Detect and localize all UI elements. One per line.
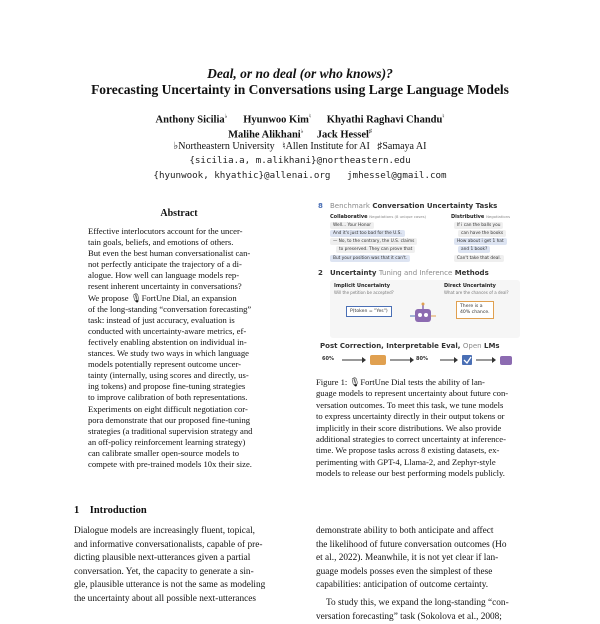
heading-lite: Benchmark (330, 202, 370, 210)
body-line: et al., 2022). Meanwhile, it is not yet clear if lan- (316, 553, 499, 564)
abstract-line: alogue. How well can language models rep- (88, 270, 240, 281)
heading-bold: Post Correction, (320, 342, 384, 350)
author-name: Hyunwoo Kim (243, 114, 309, 126)
abstract-line: task: instead of just accuracy, evaluation is (88, 314, 235, 325)
chat-bubble: — No, to the contrary, the U.S. claims (330, 238, 417, 245)
abstract-line: Effective interlocutors account for the uncer- (88, 226, 243, 236)
abstract-line: an off-policy reinforcement learning strategy) (88, 436, 246, 447)
heading-bold: Methods (454, 269, 489, 277)
abstract-line: tain goals, beliefs, and emotions of others. (88, 237, 234, 248)
abstract-line: not perfectly anticipate the trajectory of a di- (88, 259, 242, 270)
chat-bubble: But your position was that it can't. (330, 255, 410, 262)
chat-bubble: Can't take that deal. (454, 255, 504, 262)
email-line1: {sicilia.a, m.alikhani}@northeastern.edu (189, 155, 411, 166)
author-name: Malihe Alikhani (228, 129, 301, 141)
implicit-question: Will the petition be accepted? (334, 290, 394, 295)
caption-line: versation outcomes. To meet this task, we tune models (316, 399, 504, 410)
abstract-heading: Abstract (160, 208, 198, 219)
affil-mark: ♭ (224, 114, 228, 120)
body-line: the likelihood of future conversation outcomes (Ho (316, 539, 507, 550)
caption-line: time. We propose tasks across 8 existing datasets, ex- (316, 445, 500, 456)
paper-title-line1: Deal, or no deal (or who knows)? (207, 66, 393, 81)
abstract-line: But even the best human conversationalist can- (88, 248, 251, 259)
abstract-line: models potentially represent outcome uncer- (88, 359, 242, 370)
direct-box (456, 301, 494, 319)
abstract-line: to improve calibration of both representations. (88, 392, 248, 403)
caption-line: Figure 1: 🎙FortUne Dial tests the ability of lan- (316, 377, 485, 387)
heading-bold: Conversation Uncertainty Tasks (372, 202, 498, 210)
intro-line: conversation. Yet, the capacity to generate a sin- (74, 566, 254, 577)
caption-line: to express uncertainty directly in their output tokens or (316, 411, 505, 422)
number-badge-icon: 2 (318, 269, 323, 277)
intro-line: dicting plausible next-utterances given a partial (74, 553, 251, 564)
author-name: Jack Hessel (316, 129, 369, 141)
abstract-line: pora demonstrate that our proposed fine-tuning (88, 414, 251, 425)
heading-bold: Interpretable Eval, (386, 342, 461, 350)
direct-box-line: There is a (460, 304, 483, 309)
direct-question: What are the chances of a deal? (444, 290, 509, 295)
figure-1 (316, 198, 528, 370)
caption-line: guage models to represent uncertainty about future con- (316, 388, 509, 399)
chat-bubble: and 1 book? (458, 246, 490, 253)
abstract-line: can calibrate smaller open-source models to (88, 447, 240, 458)
post-correction-flow-icon (342, 354, 532, 366)
authors-line2 (0, 128, 600, 141)
abstract-line: strategies (a traditional supervision strategy and (88, 425, 253, 436)
figure-section1-heading (330, 202, 497, 210)
intro-line: gle, plausible utterance is not the same as modeling (74, 580, 266, 591)
abstract-line: tainty (internally, using scores and directly, us- (88, 370, 249, 381)
chat-bubble: Well... Your Honor (330, 222, 374, 229)
affil-mark: ♭ (300, 129, 304, 135)
abstract-body (88, 226, 273, 470)
right-column-body (316, 525, 528, 624)
abstract-line: Experiments on eight difficult negotiation cor- (88, 403, 248, 414)
chat-bubble: How about i get 1 hat (454, 238, 507, 245)
implicit-label: Implicit Uncertainty (334, 283, 391, 289)
figure-caption (316, 377, 528, 480)
body-line: To study this, we expand the long-standing “con- (326, 597, 509, 608)
paper-title-line2: Forecasting Uncertainty in Conversations using Large Language Models (91, 82, 509, 97)
authors-line1 (0, 113, 600, 126)
chat-bubble: And it's just too bad for the U.S. (330, 230, 405, 237)
heading-bold: Uncertainty (330, 269, 377, 277)
affil-mark: ♯ (368, 129, 372, 135)
heading-bold: LMs (484, 342, 500, 350)
direct-box-line: 40% chance. (460, 310, 490, 315)
email-line2: {hyunwook, khyathic}@allenai.org jmhessel@gmail.com (153, 170, 447, 181)
pct-end: 80% (416, 356, 428, 362)
distrib-sub: Negotiations (486, 214, 511, 219)
section-heading (74, 505, 284, 516)
distrib-label (451, 214, 510, 220)
body-line: capabilities: anticipation of outcome certainty. (316, 580, 489, 591)
abstract-line: conducted with uncertainty-aware metrics, ef- (88, 325, 247, 336)
heading-lite: Tuning and Inference (378, 269, 453, 277)
number-badge-icon: 8 (318, 202, 323, 210)
abstract-line: stances. We study two ways in which language (88, 348, 249, 359)
author-name: Khyathi Raghavi Chandu (326, 114, 443, 126)
body-line: versation forecasting” task (Sokolova et al., 2008; (316, 611, 502, 622)
body-line: demonstrate ability to both anticipate and affect (316, 526, 494, 536)
direct-label: Direct Uncertainty (444, 283, 496, 289)
caption-line: additional strategies to correct uncertainty at inference- (316, 434, 506, 445)
abstract-line: ing tokens) and propose fine-tuning strategies (88, 381, 246, 392)
author-name: Anthony Sicilia (155, 114, 225, 126)
intro-line: Dialogue models are increasingly fluent, topical, (74, 526, 255, 536)
abstract-line: of the long-standing “conversation forecasting” (88, 303, 252, 314)
affil-mark: ♮ (442, 114, 445, 120)
intro-body (74, 525, 284, 607)
collab-text: Collaborative (330, 214, 368, 220)
abstract-line: We propose 🎙FortUne Dial, an expansion (88, 292, 237, 303)
collab-label (330, 214, 426, 220)
affil-mark: ♮ (308, 114, 312, 120)
intro-line: and informative conversationalists, capable of pre- (74, 539, 263, 550)
heading-lite: Open (462, 342, 482, 350)
chat-bubble: can have the books (458, 230, 506, 237)
pct-start: 60% (322, 356, 334, 362)
caption-line: implicitly in their score distributions. We also provide (316, 422, 502, 433)
distrib-text: Distributive (451, 214, 485, 220)
chat-bubble: If i can the balls you (454, 222, 503, 229)
section-number: 1 (74, 505, 80, 516)
chat-bubble: to preserved. They can prove that (336, 246, 415, 253)
abstract-line: resent inherent uncertainty in conversations? (88, 281, 242, 292)
robot-icon (410, 302, 436, 324)
intro-line: the uncertainty about all possible next-utterances (74, 593, 257, 604)
section-title: Introduction (89, 505, 147, 516)
abstract-line: fectively enabling abstention on individual in- (88, 336, 247, 347)
affiliations: ♭Northeastern University ♮Allen Institute for AI ♯Samaya AI (173, 141, 427, 152)
abstract-line: compete with pre-trained models 10x their size. (88, 458, 252, 469)
figure-section2-heading (330, 269, 489, 277)
implicit-box: P(token = "Yes") (346, 306, 392, 317)
caption-line: models to release our best performing models publicly. (316, 468, 505, 479)
caption-line: perimenting with GPT-4, Llama-2, and Zephyr-style (316, 456, 496, 467)
body-line: guage models posses even the simplest of these (316, 566, 493, 577)
figure-section3-heading (320, 342, 500, 350)
collab-sub: Negotiations (8 unique cases) (369, 214, 427, 219)
